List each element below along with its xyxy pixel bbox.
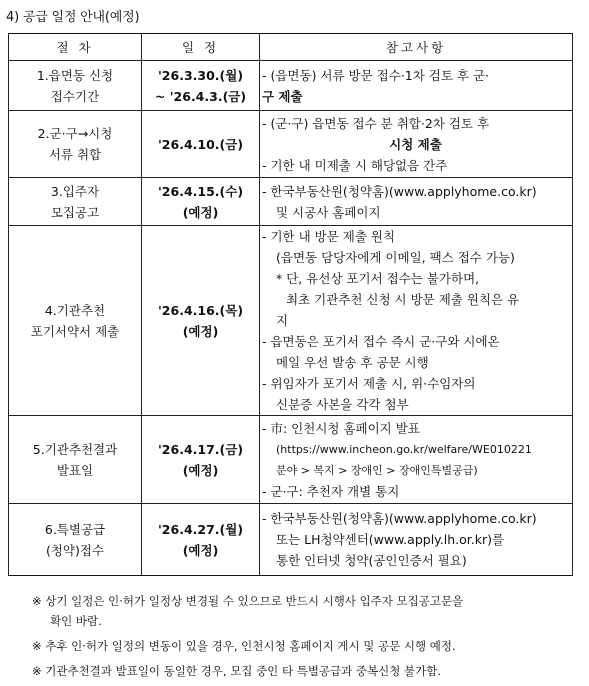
step-cell xyxy=(9,178,142,226)
date-cell xyxy=(142,178,260,226)
note-line: - 한국부동산원(청약홈)(www.applyhome.co.kr) xyxy=(262,511,537,526)
step-text: 3.입주자 xyxy=(50,183,100,199)
note-line: 지 xyxy=(276,313,289,328)
date-text: ~ '26.4.3.(금) xyxy=(154,88,247,104)
table-header-row xyxy=(9,34,573,61)
footnote-line: ※ 기관추천결과 발표일이 동일한 경우, 모집 중인 타 특별공급과 중복신청 불가함. xyxy=(32,664,441,678)
step-cell xyxy=(9,416,142,504)
header-step: 절 차 xyxy=(9,34,142,61)
date-text: '26.4.16.(목) xyxy=(157,302,244,318)
note-line: - 市: 인천시청 홈페이지 발표 xyxy=(262,420,420,436)
date-cell xyxy=(142,61,260,111)
notes-cell xyxy=(260,226,573,416)
step-cell xyxy=(9,226,142,416)
note-line: - 위임자가 포기서 제출 시, 위·수임자의 xyxy=(262,376,476,391)
note-line: 구 제출 xyxy=(262,88,303,104)
step-text: 모집공고 xyxy=(50,204,100,220)
note-line: 통한 인터넷 청약(공인인증서 필요) xyxy=(276,553,467,568)
notes-cell xyxy=(260,416,573,504)
step-text: 5.기관추천결과 xyxy=(32,441,118,457)
date-cell xyxy=(142,504,260,576)
step-text: 1.읍면동 신청 xyxy=(36,67,114,83)
date-cell xyxy=(142,416,260,504)
step-text: 발표일 xyxy=(56,462,94,478)
step-cell xyxy=(9,504,142,576)
date-text: '26.4.17.(금) xyxy=(157,441,244,457)
table-row xyxy=(9,504,573,576)
note-line: 메일 우선 발송 후 공문 시행 xyxy=(276,355,429,370)
header-date: 일 정 xyxy=(142,34,260,61)
footnote-line: ※ 추후 인·허가 일정의 변동이 있을 경우, 인천시청 홈페이지 게시 및 공문 시행 예정. xyxy=(32,639,456,653)
step-text: 서류 취합 xyxy=(48,147,102,162)
section-heading: 4) 공급 일정 안내(예정) xyxy=(6,10,140,25)
date-text: (예정) xyxy=(182,204,219,220)
note-line: (읍면동 담당자에게 이메일, 팩스 접수 가능) xyxy=(276,250,515,265)
footnotes xyxy=(32,591,577,686)
note-line: 또는 LH청약센터(www.apply.lh.or.kr)를 xyxy=(276,532,505,547)
date-text: '26.4.10.(금) xyxy=(157,136,244,152)
note-line: - 군·구: 추천자 개별 통지 xyxy=(262,483,400,499)
note-line: - 읍면동은 포기서 접수 즉시 군·구와 시에온 xyxy=(262,334,500,349)
note-line: - 기한 내 미제출 시 해당없음 간주 xyxy=(262,157,448,173)
footnote xyxy=(32,661,577,681)
header-notes: 참고사항 xyxy=(260,34,573,61)
date-text: '26.4.27.(월) xyxy=(157,521,244,537)
step-text: 접수기간 xyxy=(50,88,100,104)
step-text: 6.특별공급 xyxy=(44,521,106,537)
note-line: 최초 기관추천 신청 시 방문 제출 원칙은 유 xyxy=(286,292,520,307)
date-cell xyxy=(142,111,260,178)
date-cell xyxy=(142,226,260,416)
note-line: 시청 제출 xyxy=(389,136,442,152)
table-row xyxy=(9,226,573,416)
date-text: (예정) xyxy=(182,542,219,558)
note-line: 및 시공사 홈페이지 xyxy=(276,204,381,220)
footnote-line: 확인 바람. xyxy=(50,614,102,628)
table-row xyxy=(9,111,573,178)
schedule-table xyxy=(8,33,573,576)
table-row xyxy=(9,61,573,111)
date-text: (예정) xyxy=(182,323,219,339)
step-cell xyxy=(9,111,142,178)
notes-cell xyxy=(260,61,573,111)
step-text: 4.기관추천 xyxy=(44,302,106,318)
footnote-line: ※ 상기 일정은 인·허가 일정상 변경될 수 있으므로 반드시 시행사 입주자 모집공고문을 xyxy=(32,594,464,608)
step-text: 2.군·구→시청 xyxy=(37,126,113,141)
table-row xyxy=(9,178,573,226)
date-text: '26.3.30.(월) xyxy=(157,67,244,83)
date-text: (예정) xyxy=(182,462,219,478)
table-row xyxy=(9,416,573,504)
step-cell xyxy=(9,61,142,111)
step-text: (청약)접수 xyxy=(45,542,105,558)
note-line: * 단, 유선상 포기서 접수는 불가하며, xyxy=(276,271,480,286)
note-line: - (군·구) 읍면동 접수 분 취합·2차 검토 후 xyxy=(262,115,490,131)
note-line: 신분증 사본을 각각 첨부 xyxy=(276,397,409,412)
date-text: '26.4.15.(수) xyxy=(157,183,244,199)
note-line: - (읍면동) 서류 방문 접수·1차 검토 후 군· xyxy=(262,67,490,83)
footnote xyxy=(32,591,577,631)
step-text: 포기서약서 제출 xyxy=(30,323,120,339)
note-line: 분야 > 복지 > 장애인 > 장애인특별공급) xyxy=(276,463,478,477)
notes-cell xyxy=(260,504,573,576)
note-line: - 한국부동산원(청약홈)(www.applyhome.co.kr) xyxy=(262,183,537,199)
notes-cell xyxy=(260,111,573,178)
note-line: - 기한 내 방문 제출 원칙 xyxy=(262,229,396,244)
notes-cell xyxy=(260,178,573,226)
note-line: (https://www.incheon.go.kr/welfare/WE010221 xyxy=(276,442,532,456)
footnote xyxy=(32,636,577,656)
